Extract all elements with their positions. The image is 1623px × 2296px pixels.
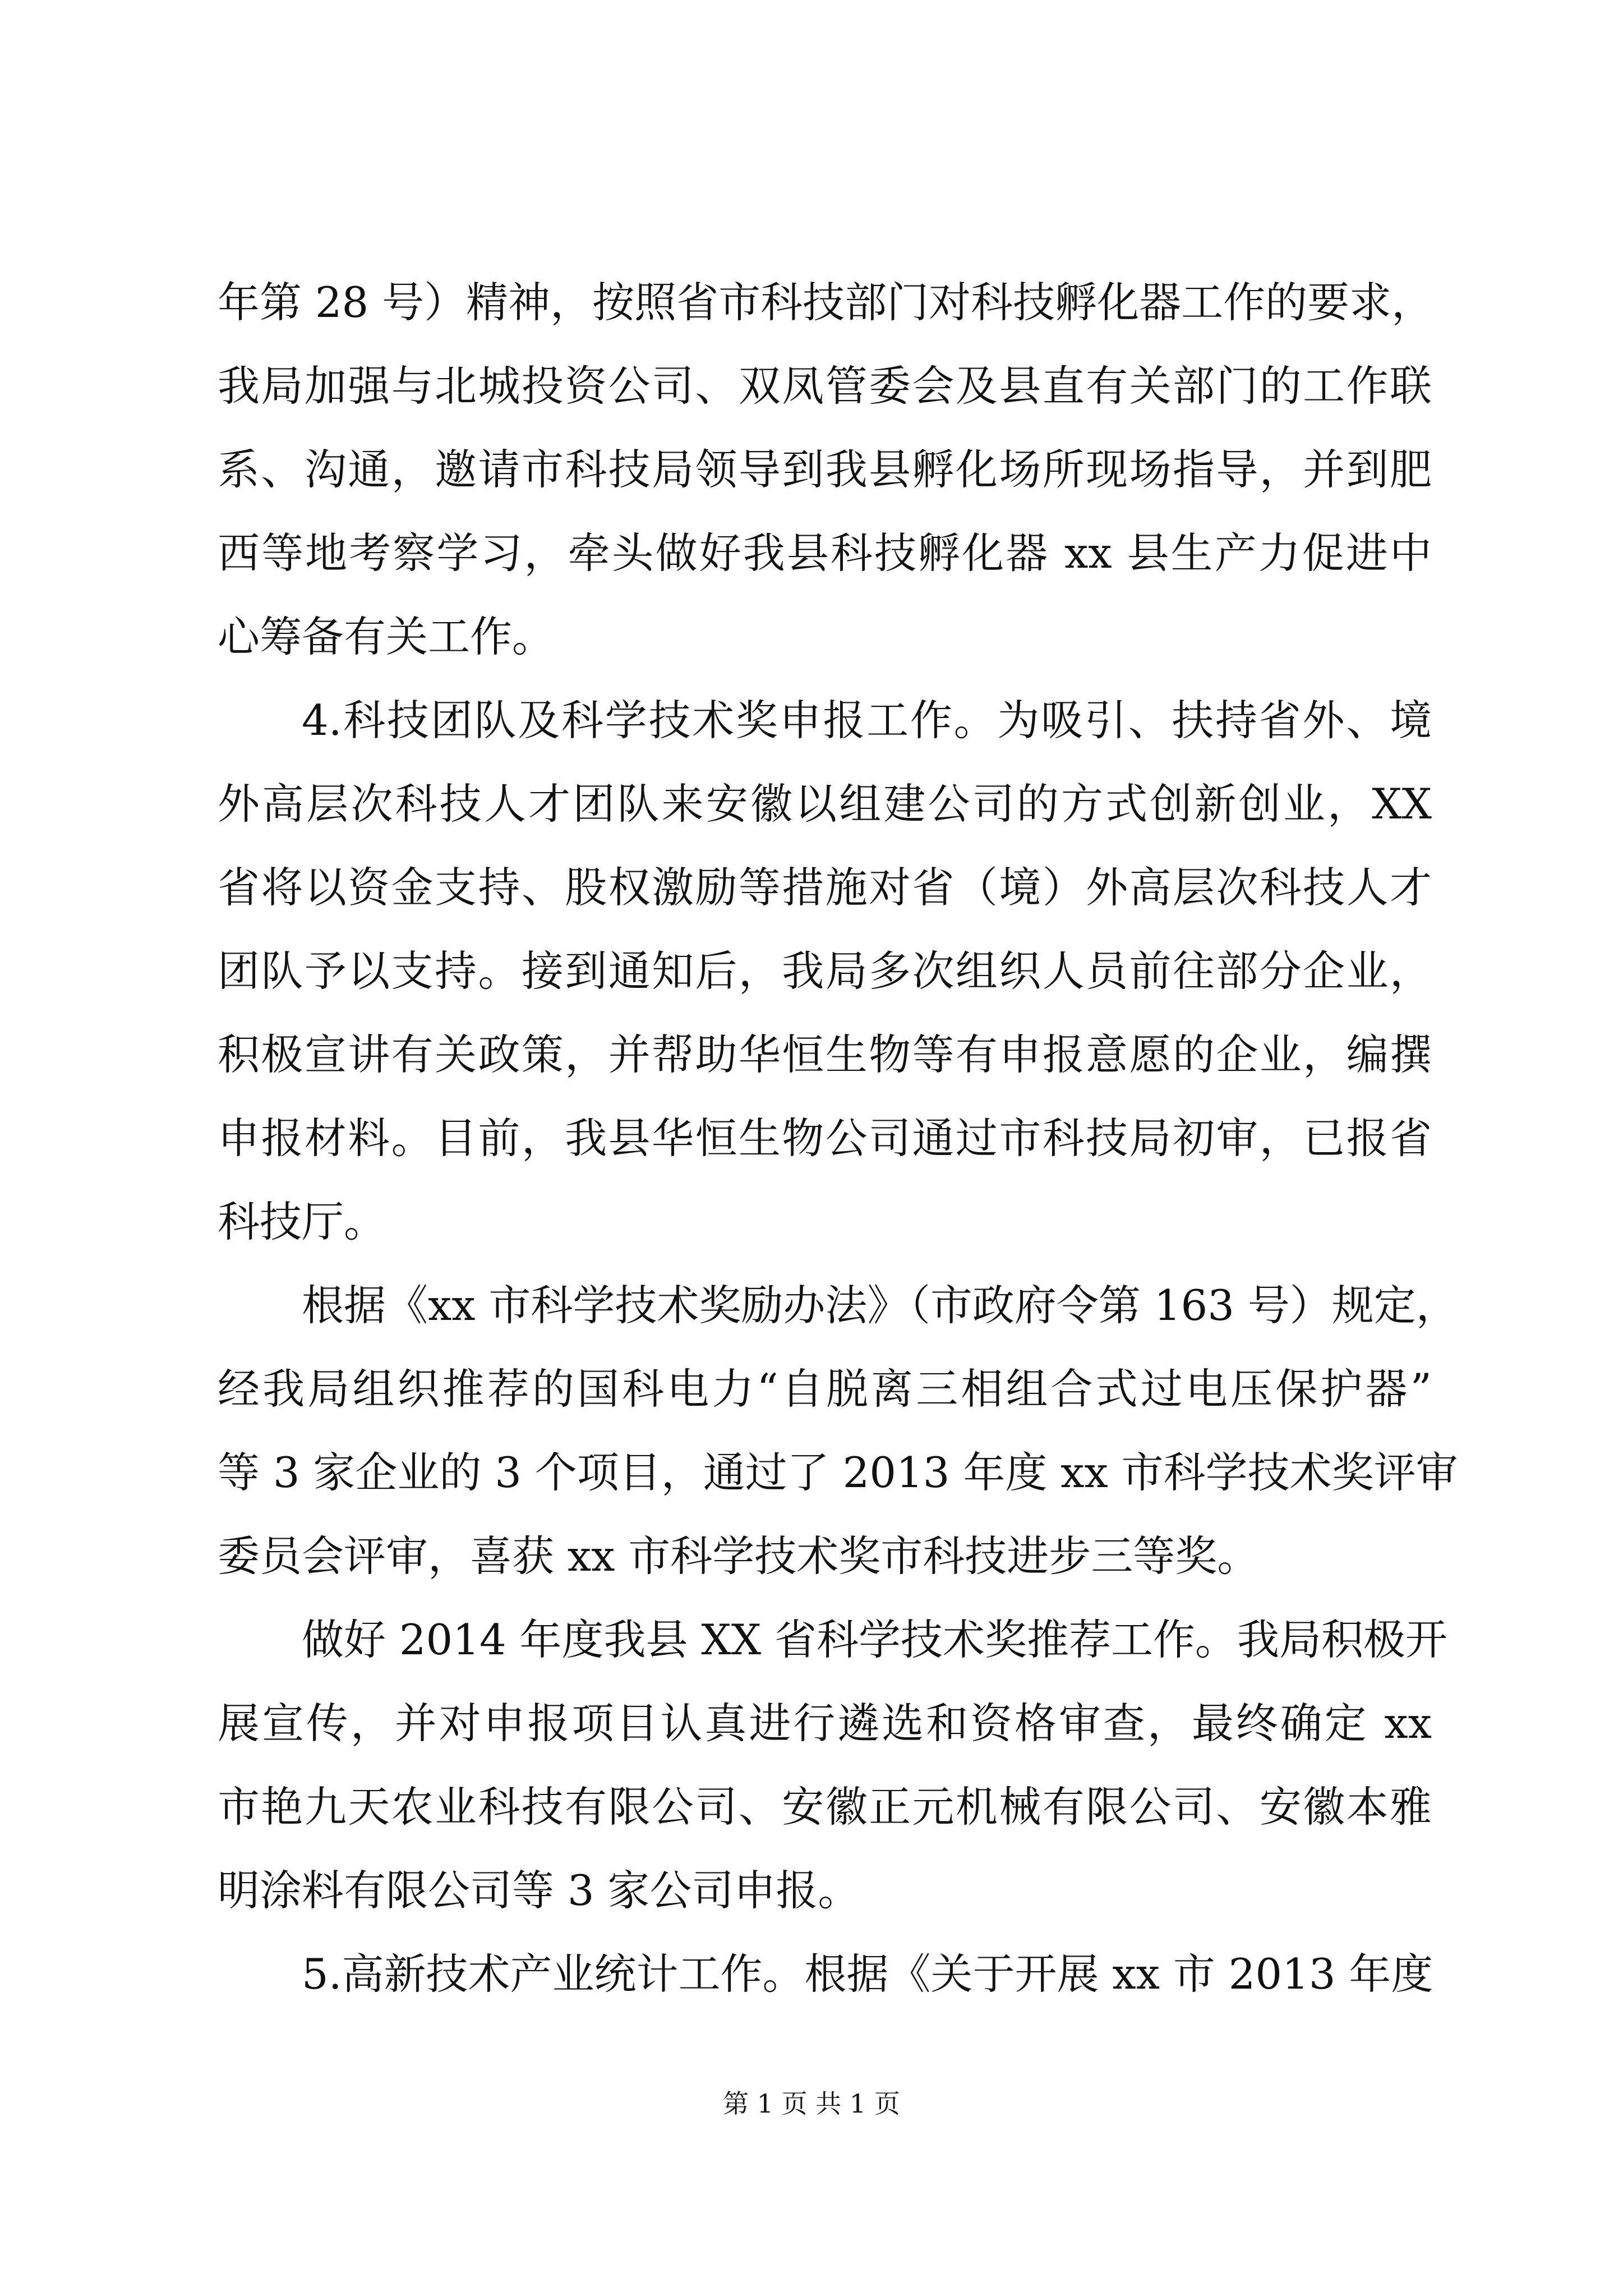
- paragraph: [218, 679, 1432, 1264]
- body-text-line: 展宣传，并对申报项目认真进行遴选和资格审查，最终确定 xx: [218, 1699, 1432, 1748]
- body-text-line: 申报材料。目前，我县华恒生物公司通过市科技局初审，已报省: [218, 1114, 1432, 1163]
- paragraph: [218, 1932, 1432, 2016]
- body-text-line: 5.高新技术产业统计工作。根据《关于开展 xx 市 2013 年度: [302, 1949, 1433, 1999]
- body-text-line: 外高层次科技人才团队来安徽以组建公司的方式创新创业，XX: [218, 779, 1432, 829]
- body-text-line: 西等地考察学习，牵头做好我县科技孵化器 xx 县生产力促进中: [218, 528, 1432, 578]
- paragraph: [218, 1264, 1458, 1598]
- body-text-line: 明涂料有限公司等 3 家公司申报。: [218, 1866, 860, 1915]
- body-text-line: 等 3 家企业的 3 个项目，通过了 2013 年度 xx 市科学技术奖评审: [218, 1448, 1458, 1497]
- body-text-line: 委员会评审，喜获 xx 市科学技术奖市科技进步三等奖。: [218, 1531, 1260, 1581]
- paragraph: [218, 261, 1432, 679]
- body-text-line: 积极宣讲有关政策，并帮助华恒生物等有申报意愿的企业，编撰: [218, 1030, 1432, 1079]
- body-text-line: 市艳九天农业科技有限公司、安徽正元机械有限公司、安徽本雅: [218, 1782, 1432, 1832]
- paragraph: [218, 1598, 1448, 1932]
- body-text-line: 经我局组织推荐的国科电力“自脱离三相组合式过电压保护器”: [218, 1364, 1432, 1414]
- body-text-line: 心筹备有关工作。: [218, 612, 555, 661]
- body-text-line: 省将以资金支持、股权激励等措施对省（境）外高层次科技人才: [218, 863, 1432, 912]
- body-text-line: 做好 2014 年度我县 XX 省科学技术奖推荐工作。我局积极开: [302, 1615, 1448, 1664]
- document-body: [218, 261, 1458, 2016]
- body-text-line: 4.科技团队及科学技术奖申报工作。为吸引、扶持省外、境: [302, 696, 1432, 745]
- body-text-line: 年第 28 号）精神，按照省市科技部门对科技孵化器工作的要求，: [218, 278, 1434, 327]
- body-text-line: 科技厅。: [218, 1197, 386, 1246]
- page-number-footer: 第 1 页 共 1 页: [723, 2088, 900, 2119]
- body-text-line: 根据《xx 市科学技术奖励办法》（市政府令第 163 号）规定，: [302, 1281, 1458, 1330]
- body-text-line: 系、沟通，邀请市科技局领导到我县孵化场所现场指导，并到肥: [218, 445, 1432, 494]
- body-text-line: 我局加强与北城投资公司、双凤管委会及县直有关部门的工作联: [218, 361, 1432, 411]
- body-text-line: 团队予以支持。接到通知后，我局多次组织人员前往部分企业，: [218, 946, 1432, 996]
